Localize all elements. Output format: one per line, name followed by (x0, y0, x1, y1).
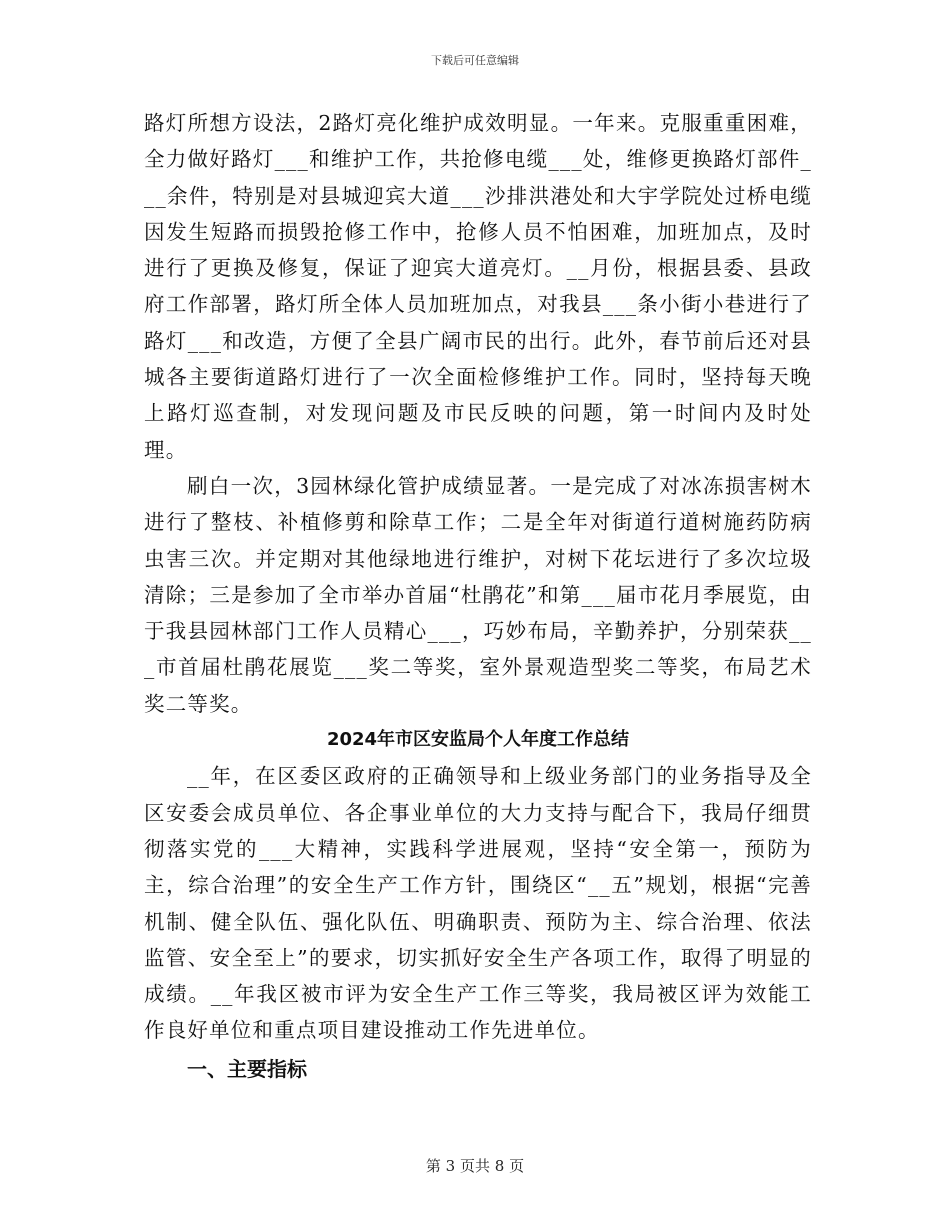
document-title: 2024年市区安监局个人年度工作总结 (326, 729, 630, 751)
paragraph-summary: __年，在区委区政府的正确领导和上级业务部门的业务指导及全区安委会成员单位、各企事业单位的大力支持与配合下，我局仔细贯彻落实党的___大精神，实践科学进展观，坚持“安全第一，预防为主，综合治理”的安全生产工作方针，围绕区“__五”规划，根据“完善机制、健全队伍、强化队伍、明确职责、预防为主、综合治理、依法监管、安全至上”的要求，切实抓好安全生产各项工作，取得了明显的成绩。__年我区被市评为安全生产工作三等奖，我局被区评为效能工作良好单位和重点项目建设推动工作先进单位。 (144, 764, 812, 1043)
download-note: 下载后可任意编辑 (431, 54, 519, 67)
page-number: 第 3 页共 8 页 (425, 1157, 525, 1175)
paragraph-street-lights: 路灯所想方设法，2路灯亮化维护成效明显。一年来。克服重重困难，全力做好路灯___和维护工作，共抢修电缆___处，维修更换路灯部件___余件，特别是对县城迎宾大道___沙排洪港处和大宇学院处过桥电缆因发生短路而损毁抢修工作中，抢修人员不怕困难，加班加点，及时进行了更换及修复，保证了迎宾大道亮灯。__月份，根据县委、县政府工作部署，路灯所全体人员加班加点，对我县___条小街小巷进行了路灯___和改造，方便了全县广阔市民的出行。此外，春节前后还对县城各主要街道路灯进行了一次全面检修维护工作。同时，坚持每天晚上路灯巡查制，对发现问题及市民反映的问题，第一时间内及时处理。 (144, 111, 812, 462)
document-body (144, 105, 812, 1087)
paragraph-landscaping: 刷白一次，3园林绿化管护成绩显著。一是完成了对冰冻损害树木进行了整枝、补植修剪和除草工作；二是全年对街道行道树施药防病虫害三次。并定期对其他绿地进行维护，对树下花坛进行了多次垃圾清除；三是参加了全市举办首届“杜鹃花”和第___届市花月季展览，由于我县园林部门工作人员精心___，巧妙布局，辛勤养护，分别荣获___市首届杜鹃花展览___奖二等奖，室外景观造型奖二等奖，布局艺术奖二等奖。 (144, 473, 812, 716)
section-heading-main-indicators: 一、主要指标 (187, 1056, 307, 1081)
